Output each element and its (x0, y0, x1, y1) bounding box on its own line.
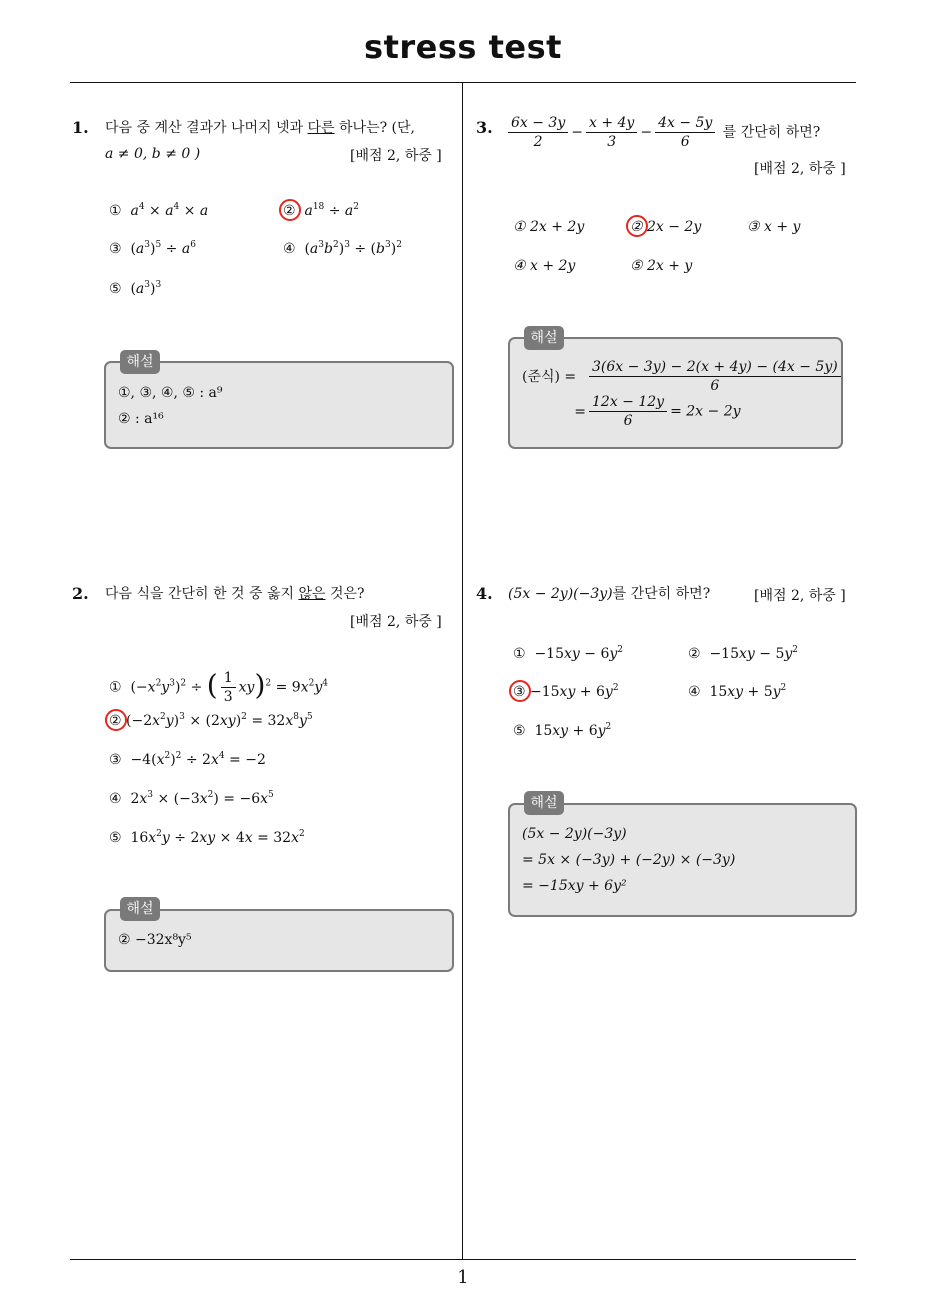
q2-solution-line: ② −32x⁸y⁵ (118, 932, 192, 948)
q3-solution-line-2: = $\frac{12x - 12y}{6}$ = 2x − 2y (574, 394, 741, 429)
q1-answer-circle (279, 199, 301, 221)
q4-option-4[interactable]: ④ $15xy + 5y^2$ (688, 683, 787, 700)
q4-option-1[interactable]: ① $-15xy - 6y^2$ (513, 645, 624, 662)
q4-option-5[interactable]: ⑤ $15xy + 6y^2$ (513, 722, 612, 739)
header-rule (70, 82, 856, 83)
q2-solution-tag: 해설 (120, 897, 160, 921)
q4-solution-line-2: = 5x × (−3y) + (−2y) × (−3y) (522, 852, 736, 868)
q4-solution-line-1: (5x − 2y)(−3y) (522, 826, 627, 842)
q2-answer-circle (105, 709, 127, 731)
q2-option-4[interactable]: ④ $2x^3 \times (-3x^2) = -6x^5$ (109, 790, 274, 807)
q3-option-2[interactable]: ② 2x − 2y (630, 219, 702, 235)
q2-option-1[interactable]: ① $(-x^2y^3)^2$ ÷ ( $\frac{1}{3}$ $xy)^2 = 9x^2y^4$ (109, 668, 328, 705)
q4-number: 4. (476, 584, 493, 603)
q2-option-5[interactable]: ⑤ $16x^2y \div 2xy \times 4x = 32x^2$ (109, 829, 305, 846)
q1-option-2[interactable]: ② $a^{18} \div a^2$ (283, 202, 359, 219)
q1-option-3[interactable]: ③ $(a^3)^5 \div a^6$ (109, 240, 196, 257)
page-title: stress test (364, 28, 562, 66)
q3-option-5[interactable]: ⑤ 2x + y (630, 258, 693, 274)
q2-score: [배점 2, 하중 ] (350, 614, 442, 630)
q1-number: 1. (72, 118, 89, 137)
q3-option-4[interactable]: ④ x + 2y (513, 258, 576, 274)
q3-score: [배점 2, 하중 ] (754, 161, 846, 177)
q1-option-1[interactable]: ① $a^4 \times a^4 \times a$ (109, 202, 209, 219)
page-number: 1 (457, 1267, 469, 1288)
q4-option-3[interactable]: ③ $-15xy + 6y^2$ (513, 683, 619, 700)
q3-number: 3. (476, 118, 493, 137)
q2-option-2[interactable]: ② $(-2x^2y)^3 \times (2xy)^2 = 32x^8y^5$ (109, 712, 313, 729)
q4-answer-circle (509, 680, 531, 702)
q3-solution-tag: 해설 (524, 326, 564, 350)
q3-prompt: $\frac{6x - 3y}{2}$ − $\frac{x + 4y}{3}$ − $\frac{4x - 5y}{6}$ 를 간단히 하면? (505, 114, 820, 151)
q4-prompt: (5x − 2y)(−3y)를 간단히 하면? (508, 586, 711, 602)
q4-score: [배점 2, 하중 ] (754, 588, 846, 604)
q4-solution-line-3: = −15xy + 6y² (522, 878, 627, 894)
q2-prompt: 다음 식을 간단히 한 것 중 옳지 않은 것은? (105, 586, 365, 602)
q1-condition: a ≠ 0, b ≠ 0 ) (105, 146, 201, 162)
q1-prompt: 다음 중 계산 결과가 나머지 넷과 다른 하나는? (단, a ≠ 0, b ≠ 0 ) (105, 120, 415, 162)
q2-number: 2. (72, 584, 89, 603)
q1-option-5[interactable]: ⑤ $(a^3)^3$ (109, 280, 162, 297)
q4-solution-tag: 해설 (524, 791, 564, 815)
footer-rule (70, 1259, 856, 1260)
column-divider (462, 82, 463, 1260)
q3-option-1[interactable]: ① 2x + 2y (513, 219, 585, 235)
q4-option-2[interactable]: ② $-15xy - 5y^2$ (688, 645, 799, 662)
q1-solution-tag: 해설 (120, 350, 160, 374)
q1-solution-line-1: ①, ③, ④, ⑤ : a⁹ (118, 385, 223, 401)
q2-option-3[interactable]: ③ $-4(x^2)^2 \div 2x^4 = -2$ (109, 751, 266, 768)
q1-option-4[interactable]: ④ $(a^3b^2)^3 \div (b^3)^2$ (283, 240, 402, 257)
q3-answer-circle (626, 215, 648, 237)
q1-solution-line-2: ② : a¹⁶ (118, 411, 164, 427)
q3-solution-line-1: (준식) = $\frac{3(6x - 3y) - 2(x + 4y) - (4x - 5y)}{6}$ (522, 358, 844, 395)
q3-option-3[interactable]: ③ x + y (747, 219, 801, 235)
q1-score: [배점 2, 하중 ] (350, 148, 442, 164)
